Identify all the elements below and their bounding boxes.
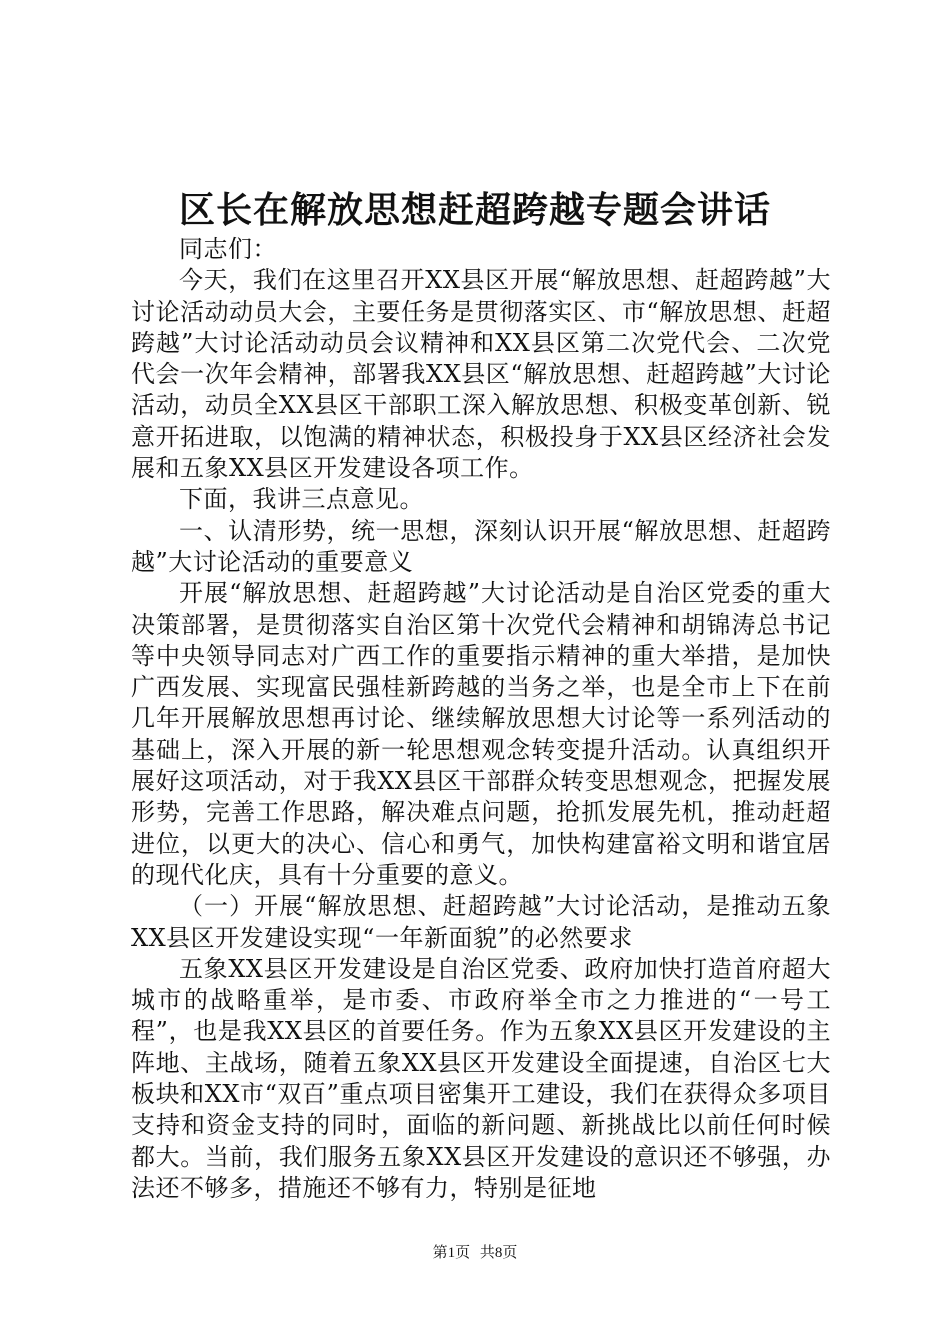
page-total: 共8页 bbox=[479, 1245, 518, 1261]
subsection-heading: （一）开展“解放思想、赶超跨越”大讨论活动，是推动五象XX县区开发建设实现“一年新面貌”的必然要求 bbox=[131, 892, 831, 952]
body-paragraph: 下面，我讲三点意见。 bbox=[179, 485, 424, 514]
page-number: 第1页 bbox=[432, 1245, 471, 1261]
body-paragraph: 五象XX县区开发建设是自治区党委、政府加快打造首府超大城市的战略重举，是市委、市政府举全市之力推进的“一号工程”，也是我XX县区的首要任务。作为五象XX县区开发建设的主阵地、主战场，随着五象XX县区开发建设全面提速，自治区七大板块和XX市“双百”重点项目密集开工建设，我们在获得众多项目支持和资金支持的同时，面临的新问题、新挑战比以前任何时候都大。当前，我们服务五象XX县区开发建设的意识还不够强，办法还不够多，措施还不够有力，特别是征地 bbox=[131, 954, 831, 1202]
document-body bbox=[131, 234, 831, 1204]
document-title: 区长在解放思想赶超跨越专题会讲话 bbox=[178, 189, 771, 231]
body-paragraph: 今天，我们在这里召开XX县区开展“解放思想、赶超跨越”大讨论活动动员大会，主要任务是贯彻落实区、市“解放思想、赶超跨越”大讨论活动动员会议精神和XX县区第二次党代会、二次党代会一次年会精神，部署我XX县区“解放思想、赶超跨越”大讨论活动，动员全XX县区干部职工深入解放思想、积极变革创新、锐意开拓进取，以饱满的精神状态，积极投身于XX县区经济社会发展和五象XX县区开发建设各项工作。 bbox=[131, 266, 831, 483]
section-heading: 一、认清形势，统一思想，深刻认识开展“解放思想、赶超跨越”大讨论活动的重要意义 bbox=[131, 516, 831, 576]
page-footer bbox=[0, 1243, 950, 1263]
salutation-paragraph: 同志们： bbox=[179, 235, 277, 263]
body-paragraph: 开展“解放思想、赶超跨越”大讨论活动是自治区党委的重大决策部署，是贯彻落实自治区第十次党代会精神和胡锦涛总书记等中央领导同志对广西工作的重要指示精神的重大举措，是加快广西发展、实现富民强桂新跨越的当务之举，也是全市上下在前几年开展解放思想再讨论、继续解放思想大讨论等一系列活动的基础上，深入开展的新一轮思想观念转变提升活动。认真组织开展好这项活动，对于我XX县区干部群众转变思想观念，把握发展形势，完善工作思路，解决难点问题，抢抓发展先机，推动赶超进位，以更大的决心、信心和勇气，加快构建富裕文明和谐宜居的现代化庆，具有十分重要的意义。 bbox=[131, 579, 831, 889]
